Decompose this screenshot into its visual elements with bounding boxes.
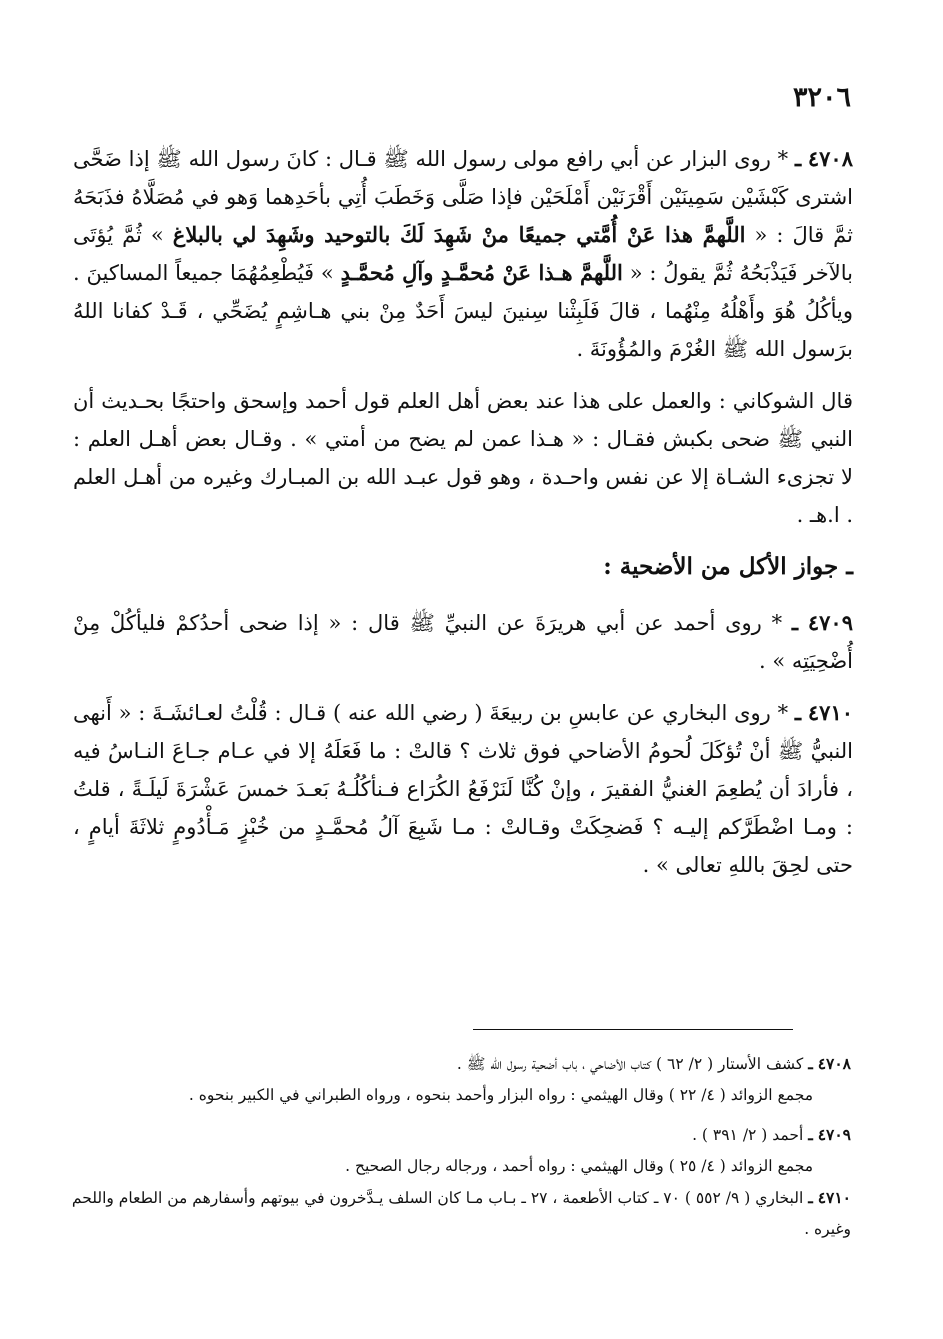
page-number: ٣٢٠٦ — [792, 82, 851, 113]
section-heading: ـ جواز الأكل من الأضحية : — [603, 553, 853, 580]
shawkani-comment: قال الشوكاني : والعمل على هذا عند بعض أهل العلم قول أحمد وإسحق واحتجًا بحـديث أن النبي ﷺ ضحى بكبش فقـال : « هـذا عمن لم يضح من أمتي » . وقـال بعض أهـل العلم : لا تجزىء الشـاة إلا عن نفس واحـدة ، وهو قول عبـد الله بن المبـارك وغيره من أهـل العلم . ا.هـ . — [73, 389, 853, 527]
hadith-text: * روى البزار عن أبي رافع مولى رسول الله ﷺ قـال : كانَ رسول الله ﷺ إذا ضَحَّى اشترى كَبْشَيْن سَمِينَيْن أَقْرَنَيْن أَمْلَحَيْن فإذا صَلَّى وَخَطَبَ أُتِي بأحَدِهما وَهو في مُصَلَّاهُ فذَبَحَهُ ثمَّ قالَ : « — [73, 147, 853, 247]
hadith-text: » ثُمَّ يُؤتَى بالآخر فَيَذْبَحُهُ ثُمَّ يقولُ : « — [73, 223, 853, 285]
footnote-line: ٤٧٠٩ ـ أحمد ( ٢/ ٣٩١ ) . — [692, 1125, 851, 1144]
footnote-line: مجمع الزوائد ( ٤/ ٢٥ ) وقال الهيثمي : رواه أحمد ، ورجاله رجال الصحيح . — [345, 1157, 813, 1175]
footnote-number: ٤٧٠٩ — [817, 1125, 851, 1144]
footnote-divider — [473, 1029, 793, 1030]
hadith-text: » فَيُطْعِمُهُمَا جميعاً المساكينَ . ويأكُلُ هُوَ وأَهْلُهُ مِنْهُما ، قالَ فَلَبِثْنا سِنينَ ليسَ أَحَدٌ مِنْ بني هـاشِمٍ يُضَحِّي ، قَـدْ كفانا اللهُ برَسول الله ﷺ الغُرْمَ والمُؤُونَةَ . — [73, 261, 853, 361]
footnote-line: ٤٧١٠ ـ البخاري ( ٩/ ٥٥٢ ) ٧٠ ـ كتاب الأطعمة ، ٢٧ ـ بـاب مـا كان السلف يـدَّخرون في بيوتهم وأسفارهم من الطعام واللحم وغيره . — [71, 1188, 851, 1238]
footnotes — [71, 1048, 851, 1245]
footnote-number: ٤٧١٠ — [817, 1188, 851, 1207]
footnote-text: كشف الأستار ( ٢/ ٦٢ ) كتاب الأضاحي ، باب أضحية رسول الله ﷺ . — [456, 1055, 804, 1073]
hadith-4710: ٤٧١٠ ـ * روى البخاري عن عابسِ بن ربيعَةَ ( رضي الله عنه ) قـال : قُلْتُ لعـائشَـةَ : « أَنهى النبيُّ ﷺ أنْ تُؤكَلَ لُحومُ الأضاحي فوق ثلاث ؟ قالتْ : ما فَعَلَهُ إلا في عـام جـاعَ النـاسُ فيه ، فأرادَ أن يُطعِمَ الغنيُّ الفقيرَ ، وإنْ كُنَّا لَنَرْفَعُ الكُرَاع فـنأكُلُـهُ بَعـدَ خمسَ عَشْرَةَ لَيلَـةً ، قلتُ : ومـا اضْطَرَّكم إليـه ؟ فَضحِكَتْ وقـالتْ : مـا شَبِعَ آلُ مُحمَّـدٍ من خُبْزٍ مَـأْدُومٍ ثلاثَةَ أيامٍ ، حتى لحِقَ باللهِ تعالى » . — [73, 700, 854, 877]
supplication-text: اللَّهمَّ هـذا عَنْ مُحمَّـدٍ وآلِ مُحمَّـدٍ — [340, 260, 623, 285]
hadith-number: ٤٧٠٨ — [807, 146, 853, 171]
footnote-text: البخاري ( ٩/ ٥٥٢ ) ٧٠ ـ كتاب الأطعمة ، ٢٧ ـ بـاب مـا كان السلف يـدَّخرون في بيوتهم وأسفارهم من الطعام واللحم وغيره . — [71, 1189, 851, 1238]
supplication-text: اللَّهمَّ هذا عَنْ أُمَّتي جميعًا منْ شَهِدَ لَكَ بالتوحيد وشَهِدَ لي بالبلاغ — [172, 222, 746, 247]
hadith-4708: ٤٧٠٨ ـ * روى البزار عن أبي رافع مولى رسول الله ﷺ قـال : كانَ رسول الله ﷺ إذا ضَحَّى اشترى كَبْشَيْن سَمِينَيْن أَقْرَنَيْن أَمْلَحَيْن فإذا صَلَّى وَخَطَبَ أُتِي بأحَدِهما وَهو في مُصَلَّاهُ فذَبَحَهُ ثمَّ قالَ : « اللَّهمَّ هذا عَنْ أُمَّتي جميعًا منْ شَهِدَ لَكَ بالتوحيد وشَهِدَ لي بالبلاغ » ثُمَّ يُؤتَى بالآخر فَيَذْبَحُهُ ثُمَّ يقولُ : « اللَّهمَّ هـذا عَنْ مُحمَّـدٍ وآلِ مُحمَّـدٍ » فَيُطْعِمُهُمَا جميعاً المساكينَ . ويأكُلُ هُوَ وأَهْلُهُ مِنْهُما ، قالَ فَلَبِثْنا سِنينَ ليسَ أَحَدٌ مِنْ بني هـاشِمٍ يُضَحِّي ، قَـدْ كفانا اللهُ برَسول الله ﷺ الغُرْمَ والمُؤُونَةَ . — [73, 146, 853, 361]
footnote-number: ٤٧٠٨ — [817, 1054, 851, 1073]
main-text — [73, 140, 853, 884]
hadith-text: * روى أحمد عن أبي هريرَةَ عن النبيِّ ﷺ قال : « إذا ضحى أحدُكمْ فليأكُلْ مِنْ أُضْحِيَتِه » . — [73, 611, 853, 673]
footnote-line: مجمع الزوائد ( ٤/ ٢٢ ) وقال الهيثمي : رواه البزار وأحمد بنحوه ، ورواه الطبراني في الكبير بنحوه . — [188, 1086, 813, 1104]
footnote-line: ٤٧٠٨ ـ كشف الأستار ( ٢/ ٦٢ ) كتاب الأضاحي ، باب أضحية رسول الله ﷺ . — [456, 1054, 851, 1073]
hadith-text: * روى البخاري عن عابسِ بن ربيعَةَ ( رضي الله عنه ) قـال : قُلْتُ لعـائشَـةَ : « أَنهى النبيُّ ﷺ أنْ تُؤكَلَ لُحومُ الأضاحي فوق ثلاث ؟ قالتْ : ما فَعَلَهُ إلا في عـام جـاعَ النـاسُ فيه ، فأرادَ أن يُطعِمَ الغنيُّ الفقيرَ ، وإنْ كُنَّا لَنَرْفَعُ الكُرَاع فـنأكُلُـهُ بَعـدَ خمسَ عَشْرَةَ لَيلَـةً ، قلتُ : ومـا اضْطَرَّكم إليـه ؟ فَضحِكَتْ وقـالتْ : مـا شَبِعَ آلُ مُحمَّـدٍ من خُبْزٍ مَـأْدُومٍ ثلاثَةَ أيامٍ ، حتى لحِقَ باللهِ تعالى » . — [73, 701, 853, 877]
hadith-number: ٤٧١٠ — [807, 700, 854, 725]
hadith-4709: ٤٧٠٩ ـ * روى أحمد عن أبي هريرَةَ عن النبيِّ ﷺ قال : « إذا ضحى أحدُكمْ فليأكُلْ مِنْ أُضْحِيَتِه » . — [73, 610, 853, 673]
footnote-text: أحمد ( ٢/ ٣٩١ ) . — [692, 1126, 804, 1144]
hadith-number: ٤٧٠٩ — [807, 610, 853, 635]
